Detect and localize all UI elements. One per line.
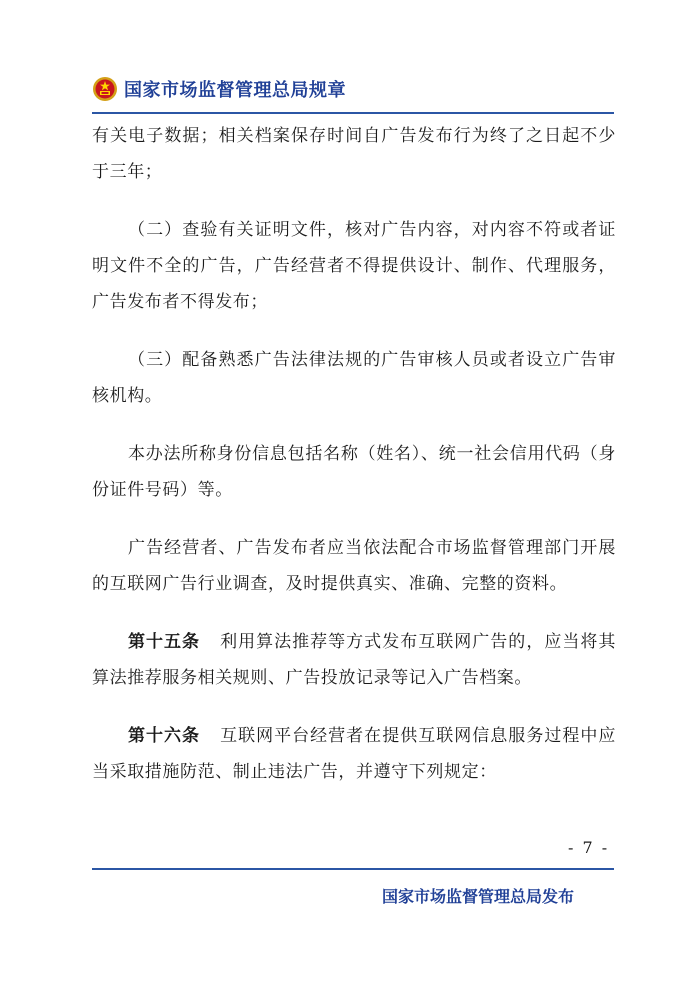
article-number: 第十六条 [128, 726, 201, 746]
paragraph-4 [92, 436, 616, 508]
footer-publisher: 国家市场监督管理总局发布 [382, 887, 575, 906]
paragraph-1 [92, 118, 616, 190]
national-emblem-icon [92, 76, 118, 102]
footer-divider [92, 868, 614, 870]
article-16 [92, 718, 616, 790]
page-number: - 7 - [568, 838, 610, 857]
paragraph-3 [92, 342, 616, 414]
paragraph-text: 本办法所称身份信息包括名称（姓名）、统一社会信用代码（身份证件号码）等。 [92, 444, 616, 500]
article-text: 利用算法推荐等方式发布互联网广告的，应当将其算法推荐服务相关规则、广告投放记录等记入广告档案。 [92, 632, 616, 688]
paragraph-5 [92, 530, 616, 602]
article-15 [92, 624, 616, 696]
page-header [92, 76, 346, 102]
paragraph-2 [92, 212, 616, 320]
paragraph-text: 广告经营者、广告发布者应当依法配合市场监督管理部门开展的互联网广告行业调查，及时提供真实、准确、完整的资料。 [92, 538, 616, 594]
article-text: 互联网平台经营者在提供互联网信息服务过程中应当采取措施防范、制止违法广告，并遵守下列规定： [92, 726, 616, 782]
header-divider [92, 112, 614, 114]
paragraph-text: （三）配备熟悉广告法律法规的广告审核人员或者设立广告审核机构。 [92, 350, 616, 406]
paragraph-text: 有关电子数据；相关档案保存时间自广告发布行为终了之日起不少于三年； [92, 126, 616, 182]
document-body [92, 118, 616, 812]
paragraph-text: （二）查验有关证明文件，核对广告内容，对内容不符或者证明文件不全的广告，广告经营者不得提供设计、制作、代理服务，广告发布者不得发布； [92, 220, 616, 312]
header-title: 国家市场监督管理总局规章 [124, 80, 346, 101]
article-number: 第十五条 [128, 632, 201, 652]
